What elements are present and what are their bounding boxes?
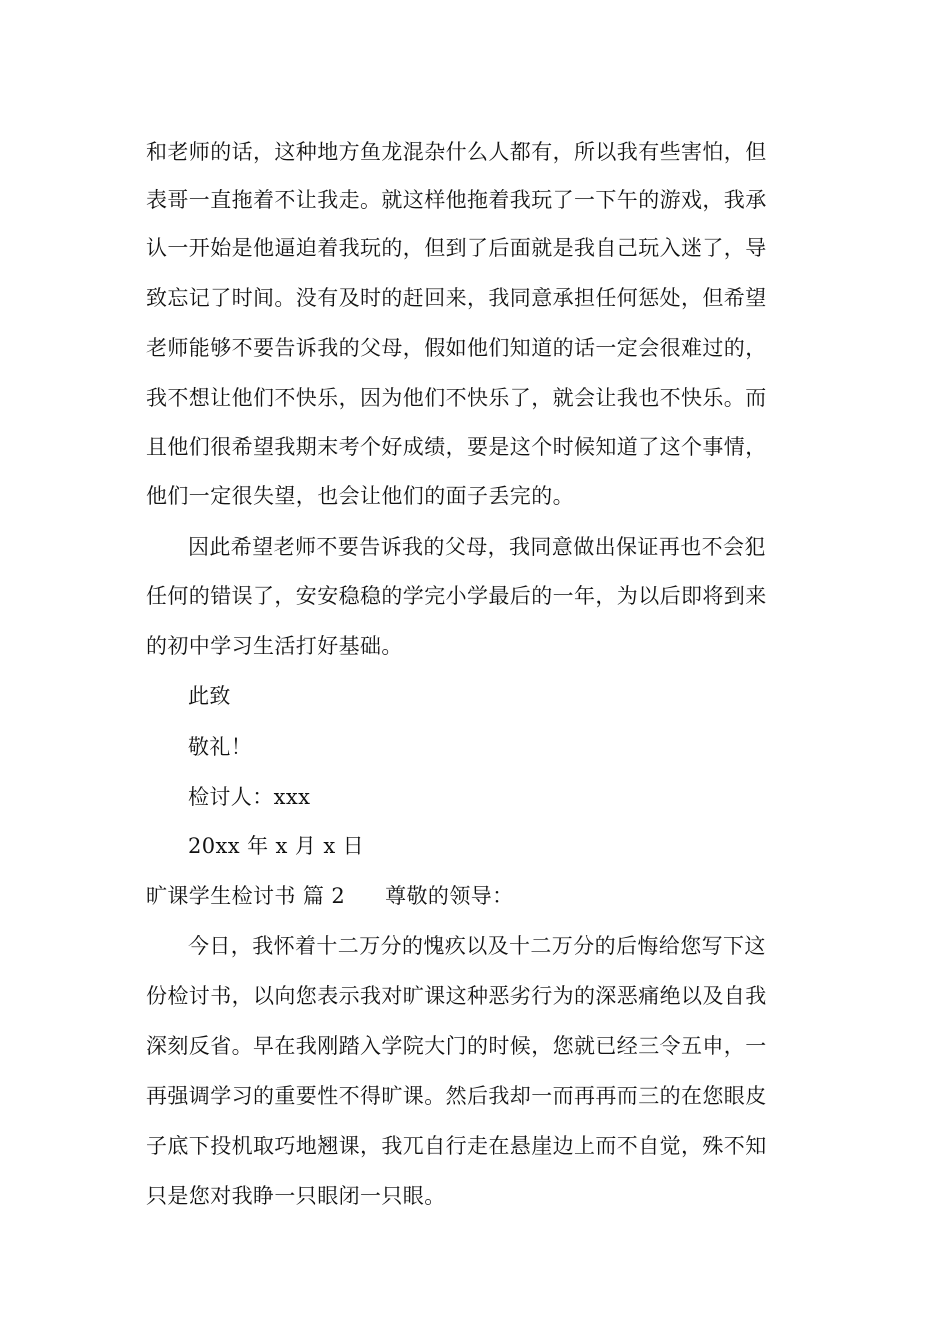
paragraph-line: 他们一定很失望，也会让他们的面子丢完的。 (146, 484, 574, 508)
section-heading (146, 882, 816, 910)
paragraph-line: 今日，我怀着十二万分的愧疚以及十二万分的后悔给您写下这 (188, 934, 766, 958)
paragraph-line: 子底下投机取巧地翘课，我兀自行走在悬崖边上而不自觉，殊不知 (146, 1134, 767, 1158)
paragraph-line: 只是您对我睁一只眼闭一只眼。 (146, 1184, 446, 1208)
paragraph-line: 致忘记了时间。没有及时的赶回来，我同意承担任何惩处，但希望 (146, 286, 767, 310)
paragraph-line: 份检讨书，以向您表示我对旷课这种恶劣行为的深恶痛绝以及自我 (146, 984, 767, 1008)
paragraph-line: 的初中学习生活打好基础。 (146, 634, 403, 658)
paragraph-line: 老师能够不要告诉我的父母，假如他们知道的话一定会很难过的， (146, 336, 767, 360)
closing-respect: 敬礼！ (188, 735, 253, 759)
paragraph-line: 因此希望老师不要告诉我的父母，我同意做出保证再也不会犯 (188, 535, 766, 559)
closing-salutation: 此致 (188, 684, 231, 708)
paragraph-line: 认一开始是他逼迫着我玩的，但到了后面就是我自己玩入迷了，导 (146, 236, 767, 260)
paragraph-line: 和老师的话，这种地方鱼龙混杂什么人都有，所以我有些害怕，但 (146, 140, 767, 164)
paragraph-line: 深刻反省。早在我刚踏入学院大门的时候，您就已经三令五申，一 (146, 1034, 767, 1058)
letter-date: 20xx 年 x 月 x 日 (188, 834, 365, 858)
section-greeting: 尊敬的领导： (385, 884, 514, 908)
section-title: 旷课学生检讨书 篇 2 (146, 884, 346, 908)
paragraph-line: 且他们很希望我期末考个好成绩，要是这个时候知道了这个事情， (146, 435, 767, 459)
author-signature: 检讨人：xxx (188, 785, 311, 809)
paragraph-line: 再强调学习的重要性不得旷课。然后我却一而再再而三的在您眼皮 (146, 1084, 767, 1108)
paragraph-line: 任何的错误了，安安稳稳的学完小学最后的一年，为以后即将到来 (146, 584, 767, 608)
paragraph-line: 我不想让他们不快乐，因为他们不快乐了，就会让我也不快乐。而 (146, 386, 767, 410)
paragraph-line: 表哥一直拖着不让我走。就这样他拖着我玩了一下午的游戏，我承 (146, 188, 767, 212)
